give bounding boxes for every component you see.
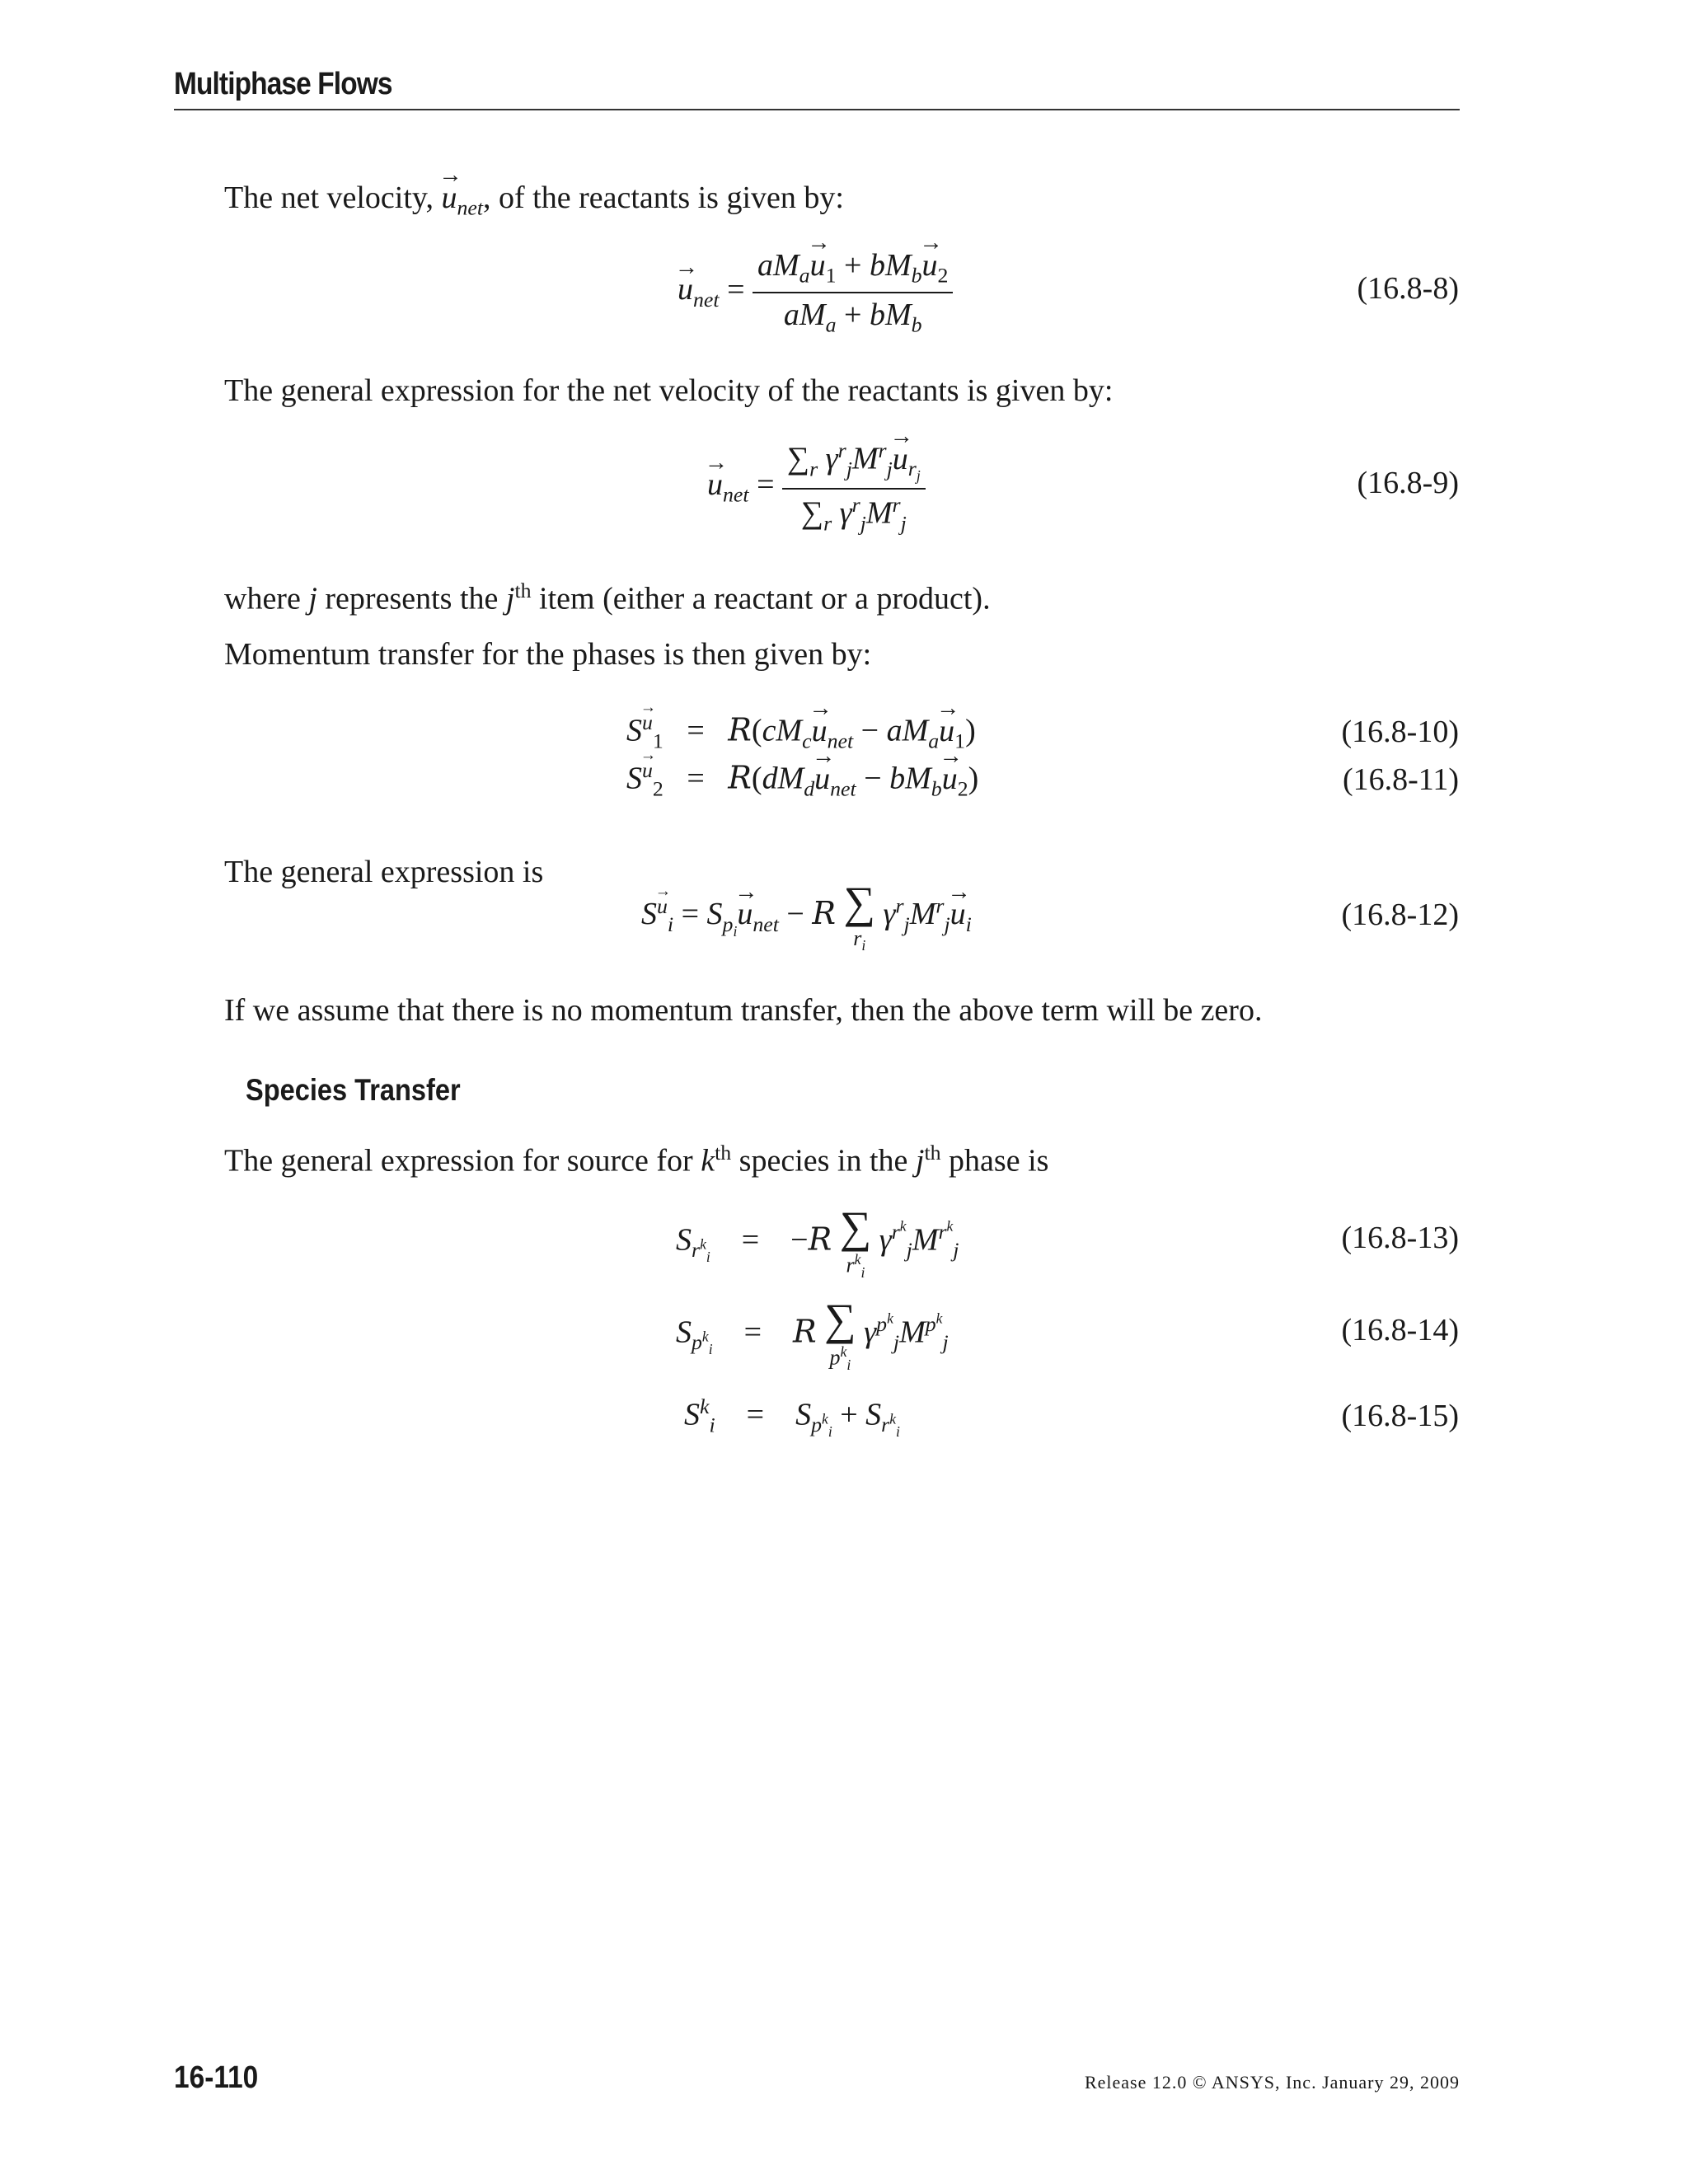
paragraph-species-source: The general expression for source for $k^{th}$ species in the $j^{th}$ phase is bbox=[224, 1141, 1049, 1179]
equation-number: (16.8-9) bbox=[1357, 466, 1459, 500]
header-title: Multiphase Flows bbox=[174, 67, 392, 101]
equation-number: (16.8-12) bbox=[1341, 898, 1459, 932]
page-number: 16-110 bbox=[174, 2060, 259, 2095]
equation-number: (16.8-8) bbox=[1357, 271, 1459, 306]
equation-16-8-14: $S_{p^k_i}$ = R ∑ $p^k_i$ $\gamma^{p^k}_jM^{p^k}_j$ bbox=[676, 1295, 949, 1373]
equation-number: (16.8-13) bbox=[1341, 1221, 1459, 1255]
paragraph-jth-item: where j represents the $j^{th}$ item (either a reactant or a product). bbox=[224, 579, 991, 616]
section-heading: Species Transfer bbox=[246, 1073, 461, 1107]
paragraph-general-expression: The general expression is bbox=[224, 855, 544, 889]
equation-number: (16.8-14) bbox=[1341, 1313, 1459, 1347]
paragraph-net-velocity: The net velocity, → $u_{net}$, of the reactants is given by: bbox=[224, 180, 844, 221]
equation-number: (16.8-11) bbox=[1342, 762, 1459, 797]
equation-16-8-13: $S_{r^k_i}$ = −R ∑ $r^k_i$ $\gamma^{r^k}_jM^{r^k}_j$ bbox=[676, 1202, 959, 1281]
equation-16-8-9: → $u_{net}$ = $\frac{\sum_r \gamma^r_jM^r_j\to u_{r_j}}{\sum_r \gamma^r_jM^r_j}$ bbox=[707, 438, 926, 537]
page-header bbox=[174, 61, 1460, 110]
equation-16-8-10: $S\to ^u_1 = R(cM_c\to u_{net} - aM_a\to u_1)$ bbox=[626, 710, 976, 753]
equation-16-8-12: $S\to ^u_i = S_{p_i}\to u_{net} - R$ ∑ $r_i$ $\gamma^r_jM^r_j\to u_i$ bbox=[641, 880, 972, 954]
paragraph-general-net-velocity: The general expression for the net velocity of the reactants is given by: bbox=[224, 373, 1114, 408]
equation-number: (16.8-15) bbox=[1341, 1399, 1459, 1433]
equation-number: (16.8-10) bbox=[1341, 715, 1459, 749]
equation-16-8-15: $S^k_i$ = $S_{p^k_i} + S_{r^k_i}$ bbox=[684, 1394, 900, 1441]
equation-16-8-11: $S\to ^u_2 = R(dM_d\to u_{net} - bM_b\to u_2)$ bbox=[626, 758, 978, 801]
release-info: Release 12.0 © ANSYS, Inc. January 29, 2009 bbox=[1084, 2072, 1460, 2093]
equation-16-8-8: → $u_{net}$ = $\frac{aM_a\to u_1 + bM_b\to u_2}{aM_a + bM_b}$ bbox=[678, 247, 953, 337]
paragraph-momentum-transfer: Momentum transfer for the phases is then given by: bbox=[224, 637, 872, 672]
paragraph-no-momentum: If we assume that there is no momentum transfer, then the above term will be zero. bbox=[224, 993, 1263, 1028]
